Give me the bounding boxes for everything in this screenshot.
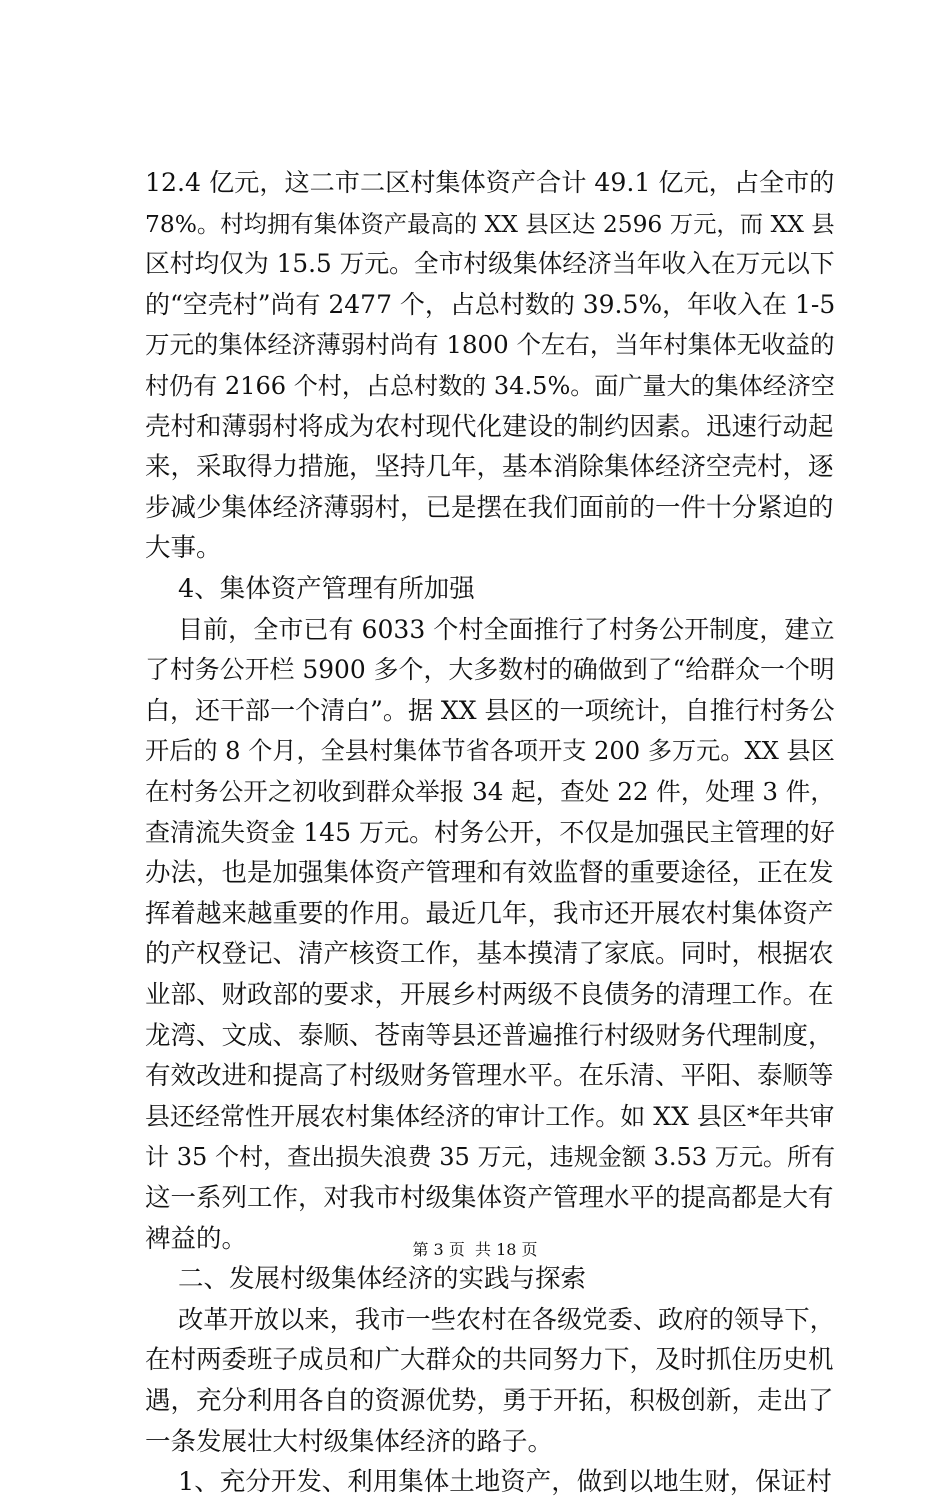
text-line: 区村均仅为 15.5 万元。全市村级集体经济当年收入在万元以下 xyxy=(145,249,835,279)
text-line: 壳村和薄弱村将成为农村现代化建设的制约因素。迅速行动起 xyxy=(145,411,834,442)
text-line: 目前，全市已有 6033 个村全面推行了村务公开制度，建立 xyxy=(178,614,835,644)
text-line: 二、发展村级集体经济的实践与探索 xyxy=(178,1264,587,1295)
text-line: 步减少集体经济薄弱村，已是摆在我们面前的一件十分紧迫的 xyxy=(145,492,834,523)
text-line: 这一系列工作，对我市村级集体资产管理水平的提高都是大有 xyxy=(145,1183,834,1213)
text-line: 白，还干部一个清白”。据 XX 县区的一项统计，自推行村务公 xyxy=(145,695,835,725)
text-line: 计 35 个村，查出损失浪费 35 万元，违规金额 3.53 万元。所有 xyxy=(145,1143,836,1172)
text-line: 在村务公开之初收到群众举报 34 起，查处 22 件，处理 3 件， xyxy=(145,777,835,806)
text-line: 龙湾、文成、泰顺、苍南等县还普遍推行村级财务代理制度， xyxy=(145,1020,834,1051)
text-line: 一条发展壮大村级集体经济的路子。 xyxy=(145,1426,554,1457)
text-line: 村仍有 2166 个村，占总村数的 34.5%。面广量大的集体经济空 xyxy=(145,372,835,400)
text-line: 有效改进和提高了村级财务管理水平。在乐清、平阳、泰顺等 xyxy=(145,1061,834,1092)
text-line: 1、充分开发、利用集体土地资产，做到以地生财，保证村 xyxy=(178,1467,832,1498)
text-line: 业部、财政部的要求，开展乡村两级不良债务的清理工作。在 xyxy=(145,980,834,1010)
text-line: 78%。村均拥有集体资产最高的 XX 县区达 2596 万元，而 XX 县 xyxy=(145,209,835,238)
text-line: 办法，也是加强集体资产管理和有效监督的重要途径，正在发 xyxy=(145,858,834,889)
text-line: 查清流失资金 145 万元。村务公开，不仅是加强民主管理的好 xyxy=(145,817,835,847)
text-line: 大事。 xyxy=(145,533,222,564)
text-line: 的产权登记、清产核资工作，基本摸清了家底。同时，根据农 xyxy=(145,939,834,970)
text-line: 12.4 亿元，这二市二区村集体资产合计 49.1 亿元，占全市的 xyxy=(145,168,835,197)
text-line: 裨益的。 xyxy=(145,1223,248,1254)
text-line: 县还经常性开展农村集体经济的审计工作。如 XX 县区*年共审 xyxy=(145,1101,835,1131)
text-line: 开后的 8 个月，全县村集体节省各项开支 200 多万元。XX 县区 xyxy=(145,737,835,766)
text-line: 来，采取得力措施，坚持几年，基本消除集体经济空壳村，逐 xyxy=(145,452,834,483)
text-line: 挥着越来越重要的作用。最近几年，我市还开展农村集体资产 xyxy=(145,898,834,929)
text-line: 在村两委班子成员和广大群众的共同努力下，及时抓住历史机 xyxy=(145,1345,834,1376)
text-line: 了村务公开栏 5900 多个，大多数村的确做到了“给群众一个明 xyxy=(145,655,835,685)
text-line: 4、集体资产管理有所加强 xyxy=(178,574,475,604)
text-line: 的“空壳村”尚有 2477 个，占总村数的 39.5%，年收入在 1-5 xyxy=(145,289,836,319)
text-line: 改革开放以来，我市一些农村在各级党委、政府的领导下， xyxy=(178,1304,835,1334)
text-line: 万元的集体经济薄弱村尚有 1800 个左右，当年村集体无收益的 xyxy=(145,330,835,360)
page-number: 第 3 页 共 18 页 xyxy=(412,1240,538,1259)
text-line: 遇，充分利用各自的资源优势，勇于开拓，积极创新，走出了 xyxy=(145,1386,834,1416)
